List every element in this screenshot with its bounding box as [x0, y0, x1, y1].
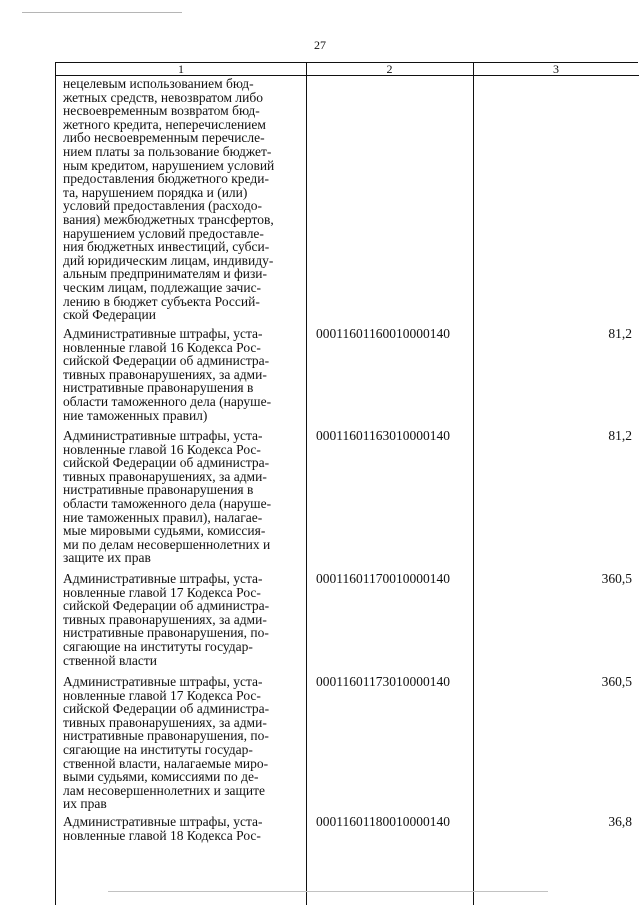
table-row-name: Административные штрафы, уста- новленные главой 18 Кодекса Рос- — [63, 814, 263, 843]
table-row-code: 00011601173010000140 — [316, 674, 450, 689]
table-row-amount: 36,8 — [608, 814, 632, 829]
table-row-name: Административные штрафы, уста- новленные главой 17 Кодекса Рос- сийской Федерации об администра- тивных правонарушениях, за адми- нистративные правонарушения, по- сягающие на институты государ- ственной власти — [63, 571, 270, 668]
header-col-2: 2 — [386, 62, 393, 76]
table-header-row — [56, 63, 639, 76]
bottom-rule — [108, 891, 548, 892]
header-col-3: 3 — [553, 62, 559, 76]
table-row-amount: 81,2 — [608, 326, 632, 341]
table-row-code: 00011601180010000140 — [316, 814, 450, 829]
column-divider-2 — [473, 63, 474, 905]
header-col-1: 1 — [178, 62, 184, 76]
table-row-code: 00011601163010000140 — [316, 428, 450, 443]
table-row-amount: 360,5 — [601, 674, 632, 689]
table-row-name: Административные штрафы, уста- новленные главой 17 Кодекса Рос- сийской Федерации об администра- тивных правонарушениях, за адми- нистративные правонарушения, по- сягающие на институты государ- ственной власти, налагаемые миро- выми судьями, комиссиями по де- лам несовершеннолетних и защите их прав — [63, 674, 270, 812]
table-row-name: Административные штрафы, уста- новленные главой 16 Кодекса Рос- сийской Федерации об администра- тивных правонарушениях, за адми- нистративные правонарушения в области таможенного дела (наруше- ние таможенных правил) — [63, 326, 272, 423]
table-row-name: Административные штрафы, уста- новленные главой 16 Кодекса Рос- сийской Федерации об администра- тивных правонарушениях, за адми- нистративные правонарушения в области таможенного дела (наруше- ние таможенных правил), налагае- мые мировыми судьями, комиссия- ми по делам несовершеннолетних и защите их прав — [63, 428, 272, 566]
column-divider-1 — [306, 63, 307, 905]
page-number: 27 — [314, 38, 326, 52]
table-row-amount: 81,2 — [608, 428, 632, 443]
table-row-code: 00011601170010000140 — [316, 571, 450, 586]
table-row-code: 00011601160010000140 — [316, 326, 450, 341]
top-rule — [22, 12, 182, 13]
table-row-amount: 360,5 — [601, 571, 632, 586]
table-row-name: нецелевым использованием бюд- жетных средств, невозвратом либо несвоевременным возвратом бюд- жетного кредита, неперечислением либо несвоевременным перечисле- нием платы за пользование бюджет- ным кредитом, нарушением условий предоставления бюджетного креди- та, нарушением порядка и (или) условий предоставления (расходо- вания) межбюджетных трансфертов, нарушением условий предоставле- ния бюджетных инвестиций, субси- дий юридическим лицам, индивиду- альным предпринимателям и физи- ческим лицам, подлежащие зачис- лению в бюджет субъекта Россий- ской Федерации — [63, 76, 275, 323]
revenue-table — [55, 62, 638, 905]
